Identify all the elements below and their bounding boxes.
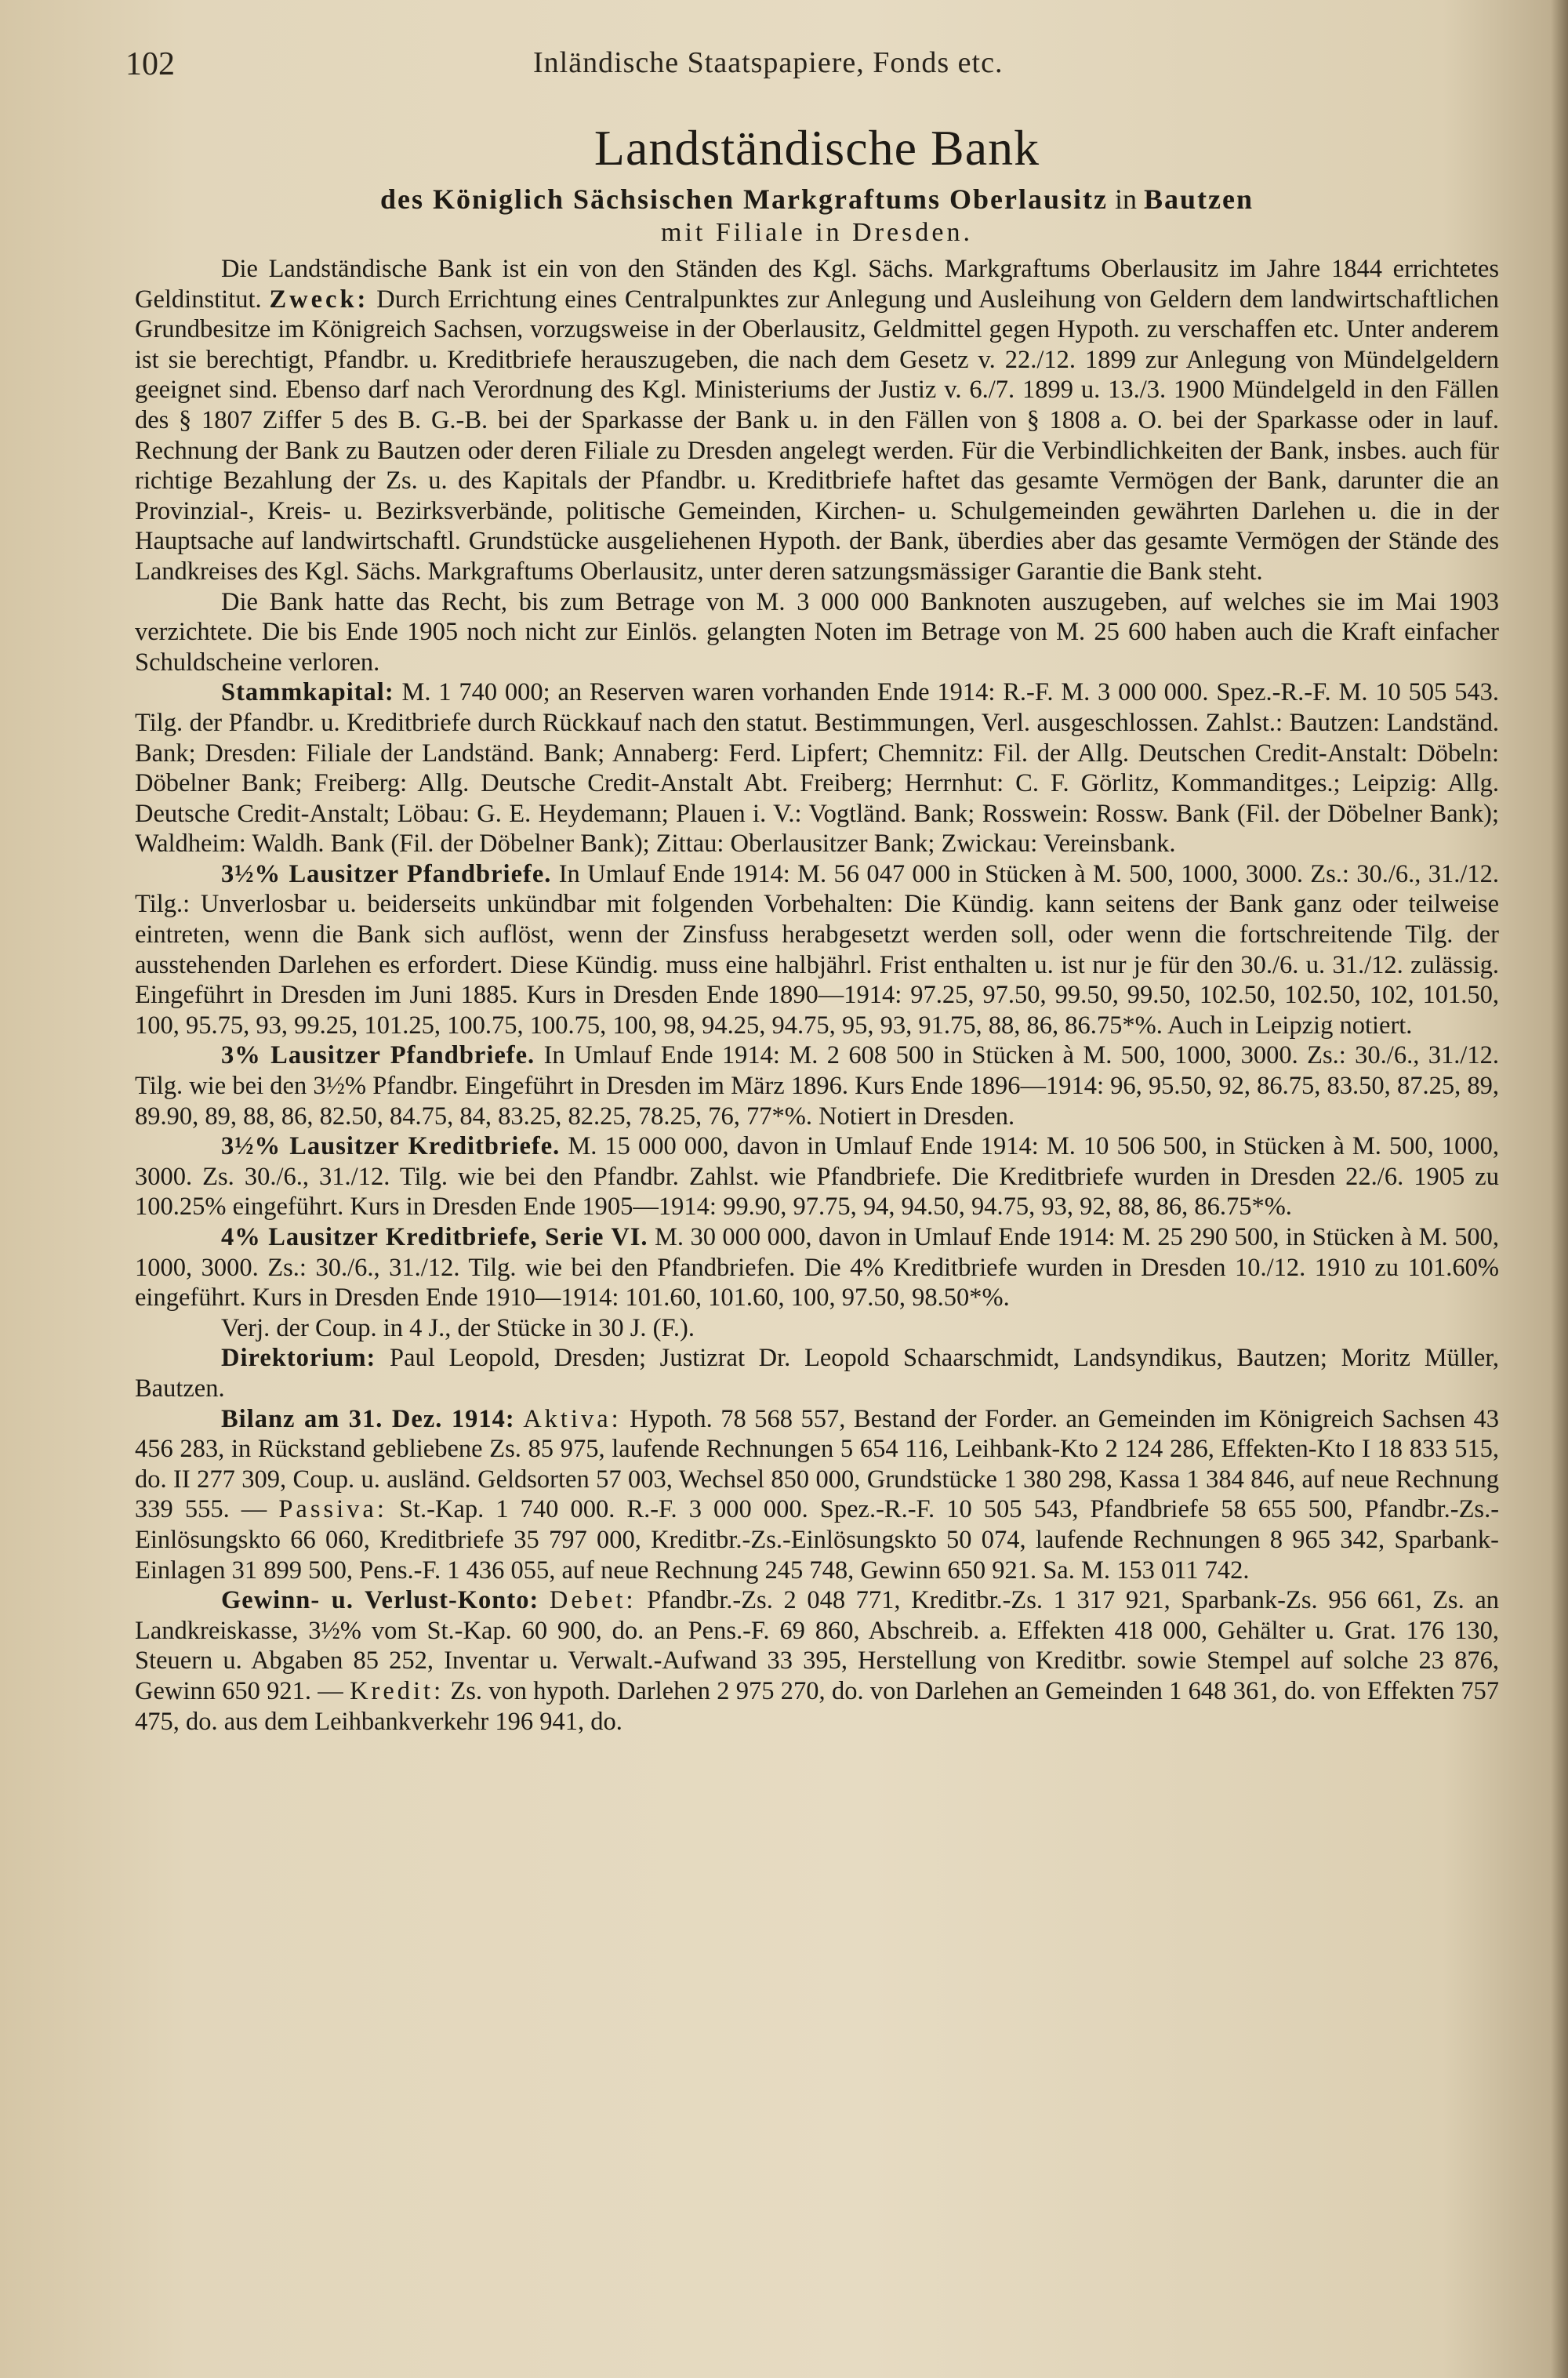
- bilanz-aktiva-text: Hypoth. 78 568 557, Bestand der Forder. an Gemeinden im Königreich Sachsen 43 456 283, in Rückstand gebliebene Zs. 85 975, laufende Rechnungen 5 654 116, Leihbank-Kto 2 124 286, Effekten-Kto I 18 833 515, do. II 277 309, Coup. u. ausländ. Geldsorten 57 003, Wechsel 850 000, Grundstücke 1 380 298, Kassa 1 384 846, auf neue Rechnung 339 555. —: [135, 1404, 1500, 1524]
- filiale-line: mit Filiale in Dresden.: [661, 218, 973, 247]
- guv-debet-text: Pfandbr.-Zs. 2 048 771, Kreditbr.-Zs. 1 317 921, Sparbank-Zs. 956 661, Zs. an Landkreiskasse, 3½% vom St.-Kap. 60 900, do. an Pens.-F. 69 860, Abschreib. a. Effekten 418 000, Gehälter u. Grat. 176 130, Steuern u. Abgaben 85 252, Inventar u. Verwalt.-Aufwand 33 395, Herstellung von Kreditbr. sowie Stempel auf solche 23 876, Gewinn 650 921. —: [135, 1586, 1499, 1705]
- subtitle-city: Bautzen: [1144, 183, 1254, 215]
- pfandbriefe-35-paragraph: [135, 859, 1499, 1041]
- subtitle-bank-name: des Königlich Sächsischen Markgraftums Oberlausitz: [379, 183, 1108, 215]
- kreditbriefe-35-paragraph: [135, 1131, 1499, 1222]
- stammkapital-text: M. 1 740 000; an Reserven waren vorhanden Ende 1914: R.-F. M. 3 000 000. Spez.-R.-F. M. 10 505 543. Tilg. der Pfandbr. u. Kreditbriefe durch Rückkauf nach den statut. Bestimmungen, Verl. ausgeschlossen. Zahlst.: Bautzen: Landständ. Bank; Dresden: Filiale der Landständ. Bank; Annaberg: Ferd. Lipfert; Chemnitz: Fil. der Allg. Deutschen Credit-Anstalt: Döbeln: Döbelner Bank; Freiberg: Allg. Deutsche Credit-Anstalt Abt. Freiberg; Herrnhut: C. F. Görlitz, Kommanditges.; Leipzig: Allg. Deutsche Credit-Anstalt; Löbau: G. E. Heydemann; Plauen i. V.: Vogtländ. Bank; Rosswein: Rossw. Bank (Fil. der Döbelner Bank); Waldheim: Waldh. Bank (Fil. der Döbelner Bank); Zittau: Oberlausitzer Bank; Zwickau: Vereinsbank.: [135, 678, 1500, 859]
- guv-kredit-text: Zs. von hypoth. Darlehen 2 975 270, do. von Darlehen an Gemeinden 1 648 361, do. von Effekten 757 475, do. aus dem Leihbankverkehr 196 941, do.: [135, 1676, 1500, 1736]
- article-subtitle: [135, 182, 1499, 216]
- kreditbriefe-4-text: M. 30 000 000, davon in Umlauf Ende 1914: M. 25 290 500, in Stücken à M. 500, 1000, 3000. Zs.: 30./6., 31./12. Tilg. wie bei den Pfandbriefen. Die 4% Kreditbriefe wurden in Dresden 10./12. 1910 zu 101.60% eingeführt. Kurs in Dresden Ende 1910—1914: 101.60, 101.60, 100, 97.50, 98.50*%.: [135, 1223, 1499, 1312]
- bilanz-passiva-label: Passiva:: [278, 1495, 387, 1524]
- bilanz-paragraph: [135, 1404, 1499, 1586]
- stammkapital-label: Stammkapital:: [221, 678, 394, 707]
- pfandbriefe-3-text: In Umlauf Ende 1914: M. 2 608 500 in Stücken à M. 500, 1000, 3000. Zs.: 30./6., 31./12. Tilg. wie bei den 3½% Pfandbr. Eingeführt in Dresden im März 1896. Kurs Ende 1896—1914: 96, 95.50, 92, 86.75, 83.50, 87.25, 89, 89.90, 89, 88, 86, 82.50, 84.75, 84, 83.25, 82.25, 78.25, 76, 77*%. Notiert in Dresden.: [135, 1041, 1500, 1131]
- running-head: Inländische Staatspapiere, Fonds etc.: [533, 46, 1004, 79]
- guv-kredit-label: Kredit:: [350, 1676, 445, 1705]
- page-header: [125, 45, 1490, 93]
- zweck-label: Zweck:: [269, 285, 369, 314]
- kreditbriefe-4-paragraph: [135, 1222, 1499, 1313]
- page-number: 102: [125, 46, 175, 82]
- guv-label: Gewinn- u. Verlust-Konto:: [221, 1586, 539, 1615]
- direktorium-text: Paul Leopold, Dresden; Justizrat Dr. Leopold Schaarschmidt, Landsyndikus, Bautzen; Moritz Müller, Bautzen.: [135, 1344, 1500, 1403]
- guv-paragraph: [135, 1585, 1499, 1737]
- pfandbriefe-35-label: 3½% Lausitzer Pfandbriefe.: [221, 859, 552, 888]
- zweck-text: Durch Errichtung eines Centralpunktes zur Anlegung und Ausleihung von Geldern dem landwirtschaftlichen Grundbesitze im Königreich Sachsen, vorzugsweise in der Oberlausitz, Geldmittel gegen Hypoth. zu verschaffen etc. Unter anderem ist sie berechtigt, Pfandbr. u. Kreditbriefe herauszugeben, die nach dem Gesetz v. 22./12. 1899 zur Anlegung von Mündelgeldern geeignet sind. Ebenso darf nach Verordnung des Kgl. Ministeriums der Justiz v. 6./7. 1899 u. 13./3. 1900 Mündelgeld in den Fällen des § 1807 Ziffer 5 des B. G.-B. bei der Sparkasse der Bank u. in den Fällen von § 1808 a. O. bei der Sparkasse oder in lauf. Rechnung der Bank zu Bautzen oder deren Filiale zu Dresden angelegt werden. Für die Verbindlichkeiten der Bank, insbes. auch für richtige Bezahlung der Zs. u. des Kapitals der Pfandbr. u. Kreditbriefe haftet das gesamte Vermögen der Bank, darunter die an Provinzial-, Kreis- u. Bezirksverbände, politische Gemeinden, Kirchen- u. Schulgemeinden gewährten Darlehen u. die in der Hauptsache auf landwirtschaftl. Grundstücke ausgeliehenen Hypoth. der Bank, überdies aber das gesamte Vermögen der Stände des Landkreises des Kgl. Sächs. Markgraftums Oberlausitz, unter deren satzungsmässiger Garantie die Bank steht.: [135, 285, 1499, 586]
- verjaehrung-paragraph: Verj. der Coup. in 4 J., der Stücke in 30 J. (F.).: [221, 1313, 695, 1342]
- guv-debet-label: Debet:: [549, 1586, 637, 1615]
- article-body: [135, 118, 1499, 1737]
- intro-paragraph: [135, 254, 1499, 587]
- direktorium-label: Direktorium:: [221, 1344, 376, 1373]
- kreditbriefe-35-label: 3½% Lausitzer Kreditbriefe.: [221, 1132, 561, 1161]
- page-edge-shadow: [1551, 0, 1568, 2378]
- intro-text: Die Landständische Bank ist ein von den Ständen des Kgl. Sächs. Markgraftums Oberlausitz im Jahre 1844 errichtetes Geldinstitut.: [135, 255, 1499, 314]
- pfandbriefe-35-text: In Umlauf Ende 1914: M. 56 047 000 in Stücken à M. 500, 1000, 3000. Zs.: 30./6., 31./12. Tilg.: Unverlosbar u. beiderseits unkündbar mit folgenden Vorbehalten: Die Kündig. kann seitens der Bank ganz oder teilweise eintreten, wenn die Bank sich auflöst, wenn der Zinsfuss herabgesetzt werden soll, oder wenn die fortschreitende Tilg. der ausstehenden Darlehen es erfordert. Diese Kündig. muss eine halbjährl. Frist enthalten u. ist nur je für den 30./6. u. 31./12. zulässig. Eingeführt in Dresden im Juni 1885. Kurs in Dresden Ende 1890—1914: 97.25, 97.50, 99.50, 99.50, 102.50, 102.50, 102, 101.50, 100, 95.75, 93, 99.25, 101.25, 100.75, 100.75, 100, 98, 94.25, 94.75, 95, 93, 91.75, 88, 86, 86.75*%. Auch in Leipzig notiert.: [135, 859, 1500, 1040]
- kreditbriefe-35-text: M. 15 000 000, davon in Umlauf Ende 1914: M. 10 506 500, in Stücken à M. 500, 1000, 3000. Zs. 30./6., 31./12. Tilg. wie bei den Pfandbr. Zahlst. wie Pfandbriefe. Die Kreditbriefe wurden in Dresden 22./6. 1905 zu 100.25% eingeführt. Kurs in Dresden Ende 1905—1914: 99.90, 97.75, 94, 94.50, 94.75, 93, 92, 88, 86, 86.75*%.: [135, 1132, 1499, 1222]
- bilanz-passiva-text: St.-Kap. 1 740 000. R.-F. 3 000 000. Spez.-R.-F. 10 505 543, Pfandbriefe 58 655 500, Pfandbr.-Zs.-Einlösungskto 66 060, Kreditbriefe 35 797 000, Kreditbr.-Zs.-Einlösungskto 50 074, laufende Rechnungen 8 965 342, Sparbank-Einlagen 31 899 500, Pens.-F. 1 436 055, auf neue Rechnung 245 748, Gewinn 650 921. Sa. M. 153 011 742.: [135, 1495, 1500, 1585]
- subtitle-in: in: [1115, 183, 1138, 215]
- stammkapital-paragraph: [135, 677, 1499, 859]
- bilanz-label: Bilanz am 31. Dez. 1914:: [221, 1404, 515, 1433]
- pfandbriefe-3-paragraph: [135, 1040, 1499, 1131]
- pfandbriefe-3-label: 3% Lausitzer Pfandbriefe.: [221, 1041, 535, 1070]
- bilanz-aktiva-label: Aktiva:: [523, 1404, 622, 1433]
- article-title: Landständische Bank: [593, 120, 1040, 176]
- kreditbriefe-4-label: 4% Lausitzer Kreditbriefe, Serie VI.: [221, 1223, 648, 1251]
- direktorium-paragraph: [135, 1343, 1499, 1403]
- banknoten-paragraph: Die Bank hatte das Recht, bis zum Betrage von M. 3 000 000 Banknoten auszugeben, auf welches sie im Mai 1903 verzichtete. Die bis Ende 1905 noch nicht zur Einlös. gelangten Noten im Betrage von M. 25 600 haben auch die Kraft einfacher Schuldscheine verloren.: [135, 587, 1499, 677]
